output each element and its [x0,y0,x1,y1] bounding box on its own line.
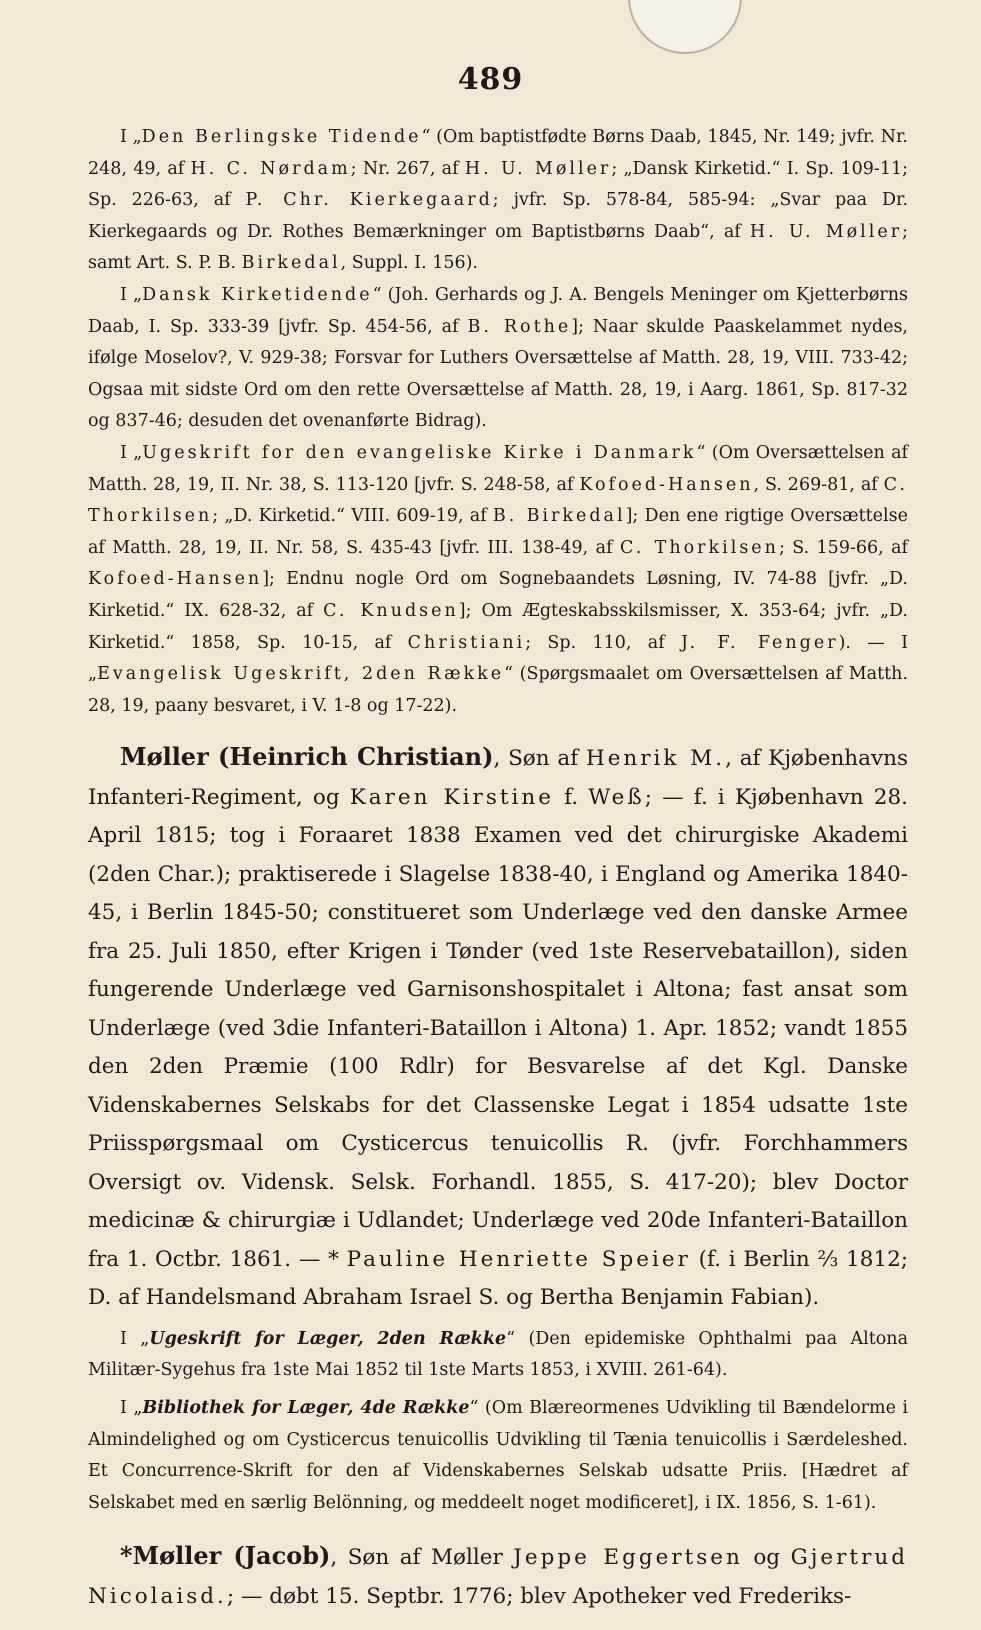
text-segment: “ (Den epidemiske Ophthalmi paa Altona Militær-Sygehus fra 1ste Mai 1852 til 1ste Marts 1853, i XVIII. 261-64). [88,1328,908,1381]
page-number: 489 [457,62,524,97]
text-segment: Gjertrud Nicolaisd. [88,1545,908,1609]
text-segment: ; — f. i Kjøbenhavn 28. April 1815; tog i Foraaret 1838 Examen ved det chirurgiske Akademi (2den Char.); praktiserede i Slagelse 1838-40, i England og Amerika 1840-45, i Berlin 1845-50; constitueret som Underlæge ved den danske Armee fra 25. Juli 1850, efter Krigen i Tønder (ved 1ste Reservebataillon), siden fungerende Underlæge ved Garnisonshospitalet i Altona; fast ansat som Underlæge (ved 3die Infanteri-Bataillon i Altona) 1. Apr. 1852; vandt 1855 den 2den Præmie (100 Rdlr) for Besvarelse af det Kgl. Danske Videnskabernes Selskabs for det Classenske Legat i 1854 udsatte 1ste Priisspørgsmaal om Cysticercus tenuicollis R. (jvfr. Forchhammers Oversigt ov. Vidensk. Selsk. Forhandl. 1855, S. 417-20); blev Doctor medicinæ & chirurgiæ i Udlandet; Underlæge ved 20de Infanteri-Bataillon fra 1. Octbr. 1861. — * [88,784,908,1272]
text-segment: Jeppe Eggertsen [513,1545,743,1571]
text-segment: , Søn af [493,746,586,772]
text-segment: ; „Dansk Kirketid.“ I. Sp. 109-11; Sp. 226-63, af [88,158,908,211]
entry-heading: *Møller (Jacob) [120,1541,331,1571]
text-segment: C. Thorkilsen [619,537,779,558]
text-segment: , Suppl. I. 156). [340,253,478,274]
text-segment: Birkedal [241,253,341,274]
text-segment: Henrik M. [585,746,726,772]
entry-heading: Møller (Heinrich Christian) [120,742,494,772]
text-segment: C. Knudsen [323,600,459,621]
text-segment: I „ [120,127,142,147]
text-segment: “ (Om baptistfødte Børns Daab, 1845, Nr. 149; jvfr. Nr. 248, 49, af [88,127,908,179]
text-segment: ; samt Art. S. P. B. [88,221,908,274]
reference-paragraph [88,1393,908,1519]
text-segment: ; jvfr. Sp. 578-84, 585-94: „Svar paa Dr. Kierkegaards og Dr. Rothes Bemærkninger om Baptistbørns Daab“, af [88,190,909,242]
text-segment: B. Rothe [467,316,572,337]
text-segment: H. C. Nørdam [190,158,351,179]
text-segment: ; S. 159-66, af [778,537,908,558]
text-segment: Evangelisk Ugeskrift, 2den Række [97,664,505,685]
text-segment: Weß [588,784,645,810]
page-hole [628,0,742,54]
text-segment: ]; Den ene rigtige Oversættelse af Matth. 28, 19, II. Nr. 58, S. 435-43 [jvfr. III. 138-49, af [88,506,908,558]
text-segment: ). — I „ [88,632,908,685]
page-text [88,122,908,1616]
text-segment: B. Birkedal [492,506,626,527]
text-segment: I „ [120,1328,150,1349]
text-segment: , Søn af Møller [330,1545,514,1571]
text-segment: ; — døbt 15. Septbr. 1776; blev Apotheker ved Frederiks- [226,1583,852,1609]
text-segment: I „ [120,1397,143,1418]
text-segment: , af Kjøbenhavns Infanteri-Regiment, og [88,746,909,810]
biography-entry [88,738,908,1318]
text-segment: C. Thorkilsen [88,474,908,527]
text-segment: I „ [120,442,143,463]
text-segment: ; „D. Kirketid.“ VIII. 609-19, af [212,506,493,527]
text-segment: ; Nr. 267, af [350,158,465,179]
text-segment: Ugeskrift for Læger, 2den Række [149,1328,507,1349]
text-segment: (f. i Berlin ⅔ 1812; D. af Handelsmand Abraham Israel S. og Bertha Benjamin Fabian). [88,1246,908,1311]
text-segment: “ (Om Blæreormenes Udvikling til Bændelorme i Almindelighed og om Cysticercus tenuicollis Udvikling til Tænia tenuicollis i Særdeleshed. Et Concurrence-Skrift for den af Videnskabernes Selskab udsatte Priis. [Hædret af Selskabet med en særlig Belönning, og meddeelt noget modificeret], i IX. 1856, S. 1-61). [88,1397,908,1513]
text-segment: f. [553,784,589,810]
text-segment: Ugeskrift for den evangeliske Kirke i Danmark [142,442,697,463]
text-segment: Karen Kirstine [349,784,554,810]
text-segment: , S. 269-81, af [753,474,884,495]
reference-paragraph [88,438,908,722]
text-segment: P. Chr. Kierkegaard [245,190,493,211]
text-segment: ]; Naar skulde Paaskelammet nydes, ifølge Moselov?, V. 929-38; Forsvar for Luthers Oversættelse af Matth. 28, 19, VIII. 733-42; Ogsaa mit sidste Ord om den rette Oversættelse af Matth. 28, 19, i Aarg. 1861, Sp. 817-32 og 837-46; desuden det ovenanførte Bidrag). [88,316,908,432]
text-segment: ]; Endnu nogle Ord om Sognebaandets Løsning, IV. 74-88 [jvfr. „D. Kirketid.“ IX. 628-32, af [88,569,908,621]
reference-paragraph [88,280,908,438]
text-segment: “ (Spørgsmaalet om Oversættelsen af Matth. 28, 19, paany besvaret, i V. 1-8 og 17-22). [88,664,909,716]
text-segment: Christiani [407,632,526,653]
text-segment: I „ [120,284,143,305]
text-segment: Bibliothek for Læger, 4de Række [142,1397,470,1418]
text-segment: “ (Joh. Gerhards og J. A. Bengels Meninger om Kjetterbørns Daab, I. Sp. 333-39 [jvfr. Sp. 454-56, af [88,284,908,337]
text-segment: Pauline Henriette Speier [346,1246,691,1272]
reference-paragraph [88,1324,908,1387]
text-segment: Den Berlingske Tidende [141,127,422,147]
text-segment: H. U. Møller [749,221,903,242]
text-segment: Kofoed-Hansen [579,474,754,495]
text-segment: H. U. Møller [464,158,612,179]
text-segment: ]; Om Ægteskabsskilsmisser, X. 353-64; jvfr. „D. Kirketid.“ 1858, Sp. 10-15, af [88,600,908,653]
text-segment: Kofoed-Hansen [88,569,263,590]
biography-entry [88,1537,908,1616]
reference-paragraph [88,122,908,280]
text-segment: “ (Om Oversættelsen af Matth. 28, 19, II. Nr. 38, S. 113-120 [jvfr. S. 248-58, af [88,442,909,495]
text-segment: ; Sp. 110, af [525,632,681,653]
text-segment: Dansk Kirketidende [142,284,373,305]
text-segment: J. F. Fenger [681,632,839,653]
text-segment: og [742,1545,791,1571]
